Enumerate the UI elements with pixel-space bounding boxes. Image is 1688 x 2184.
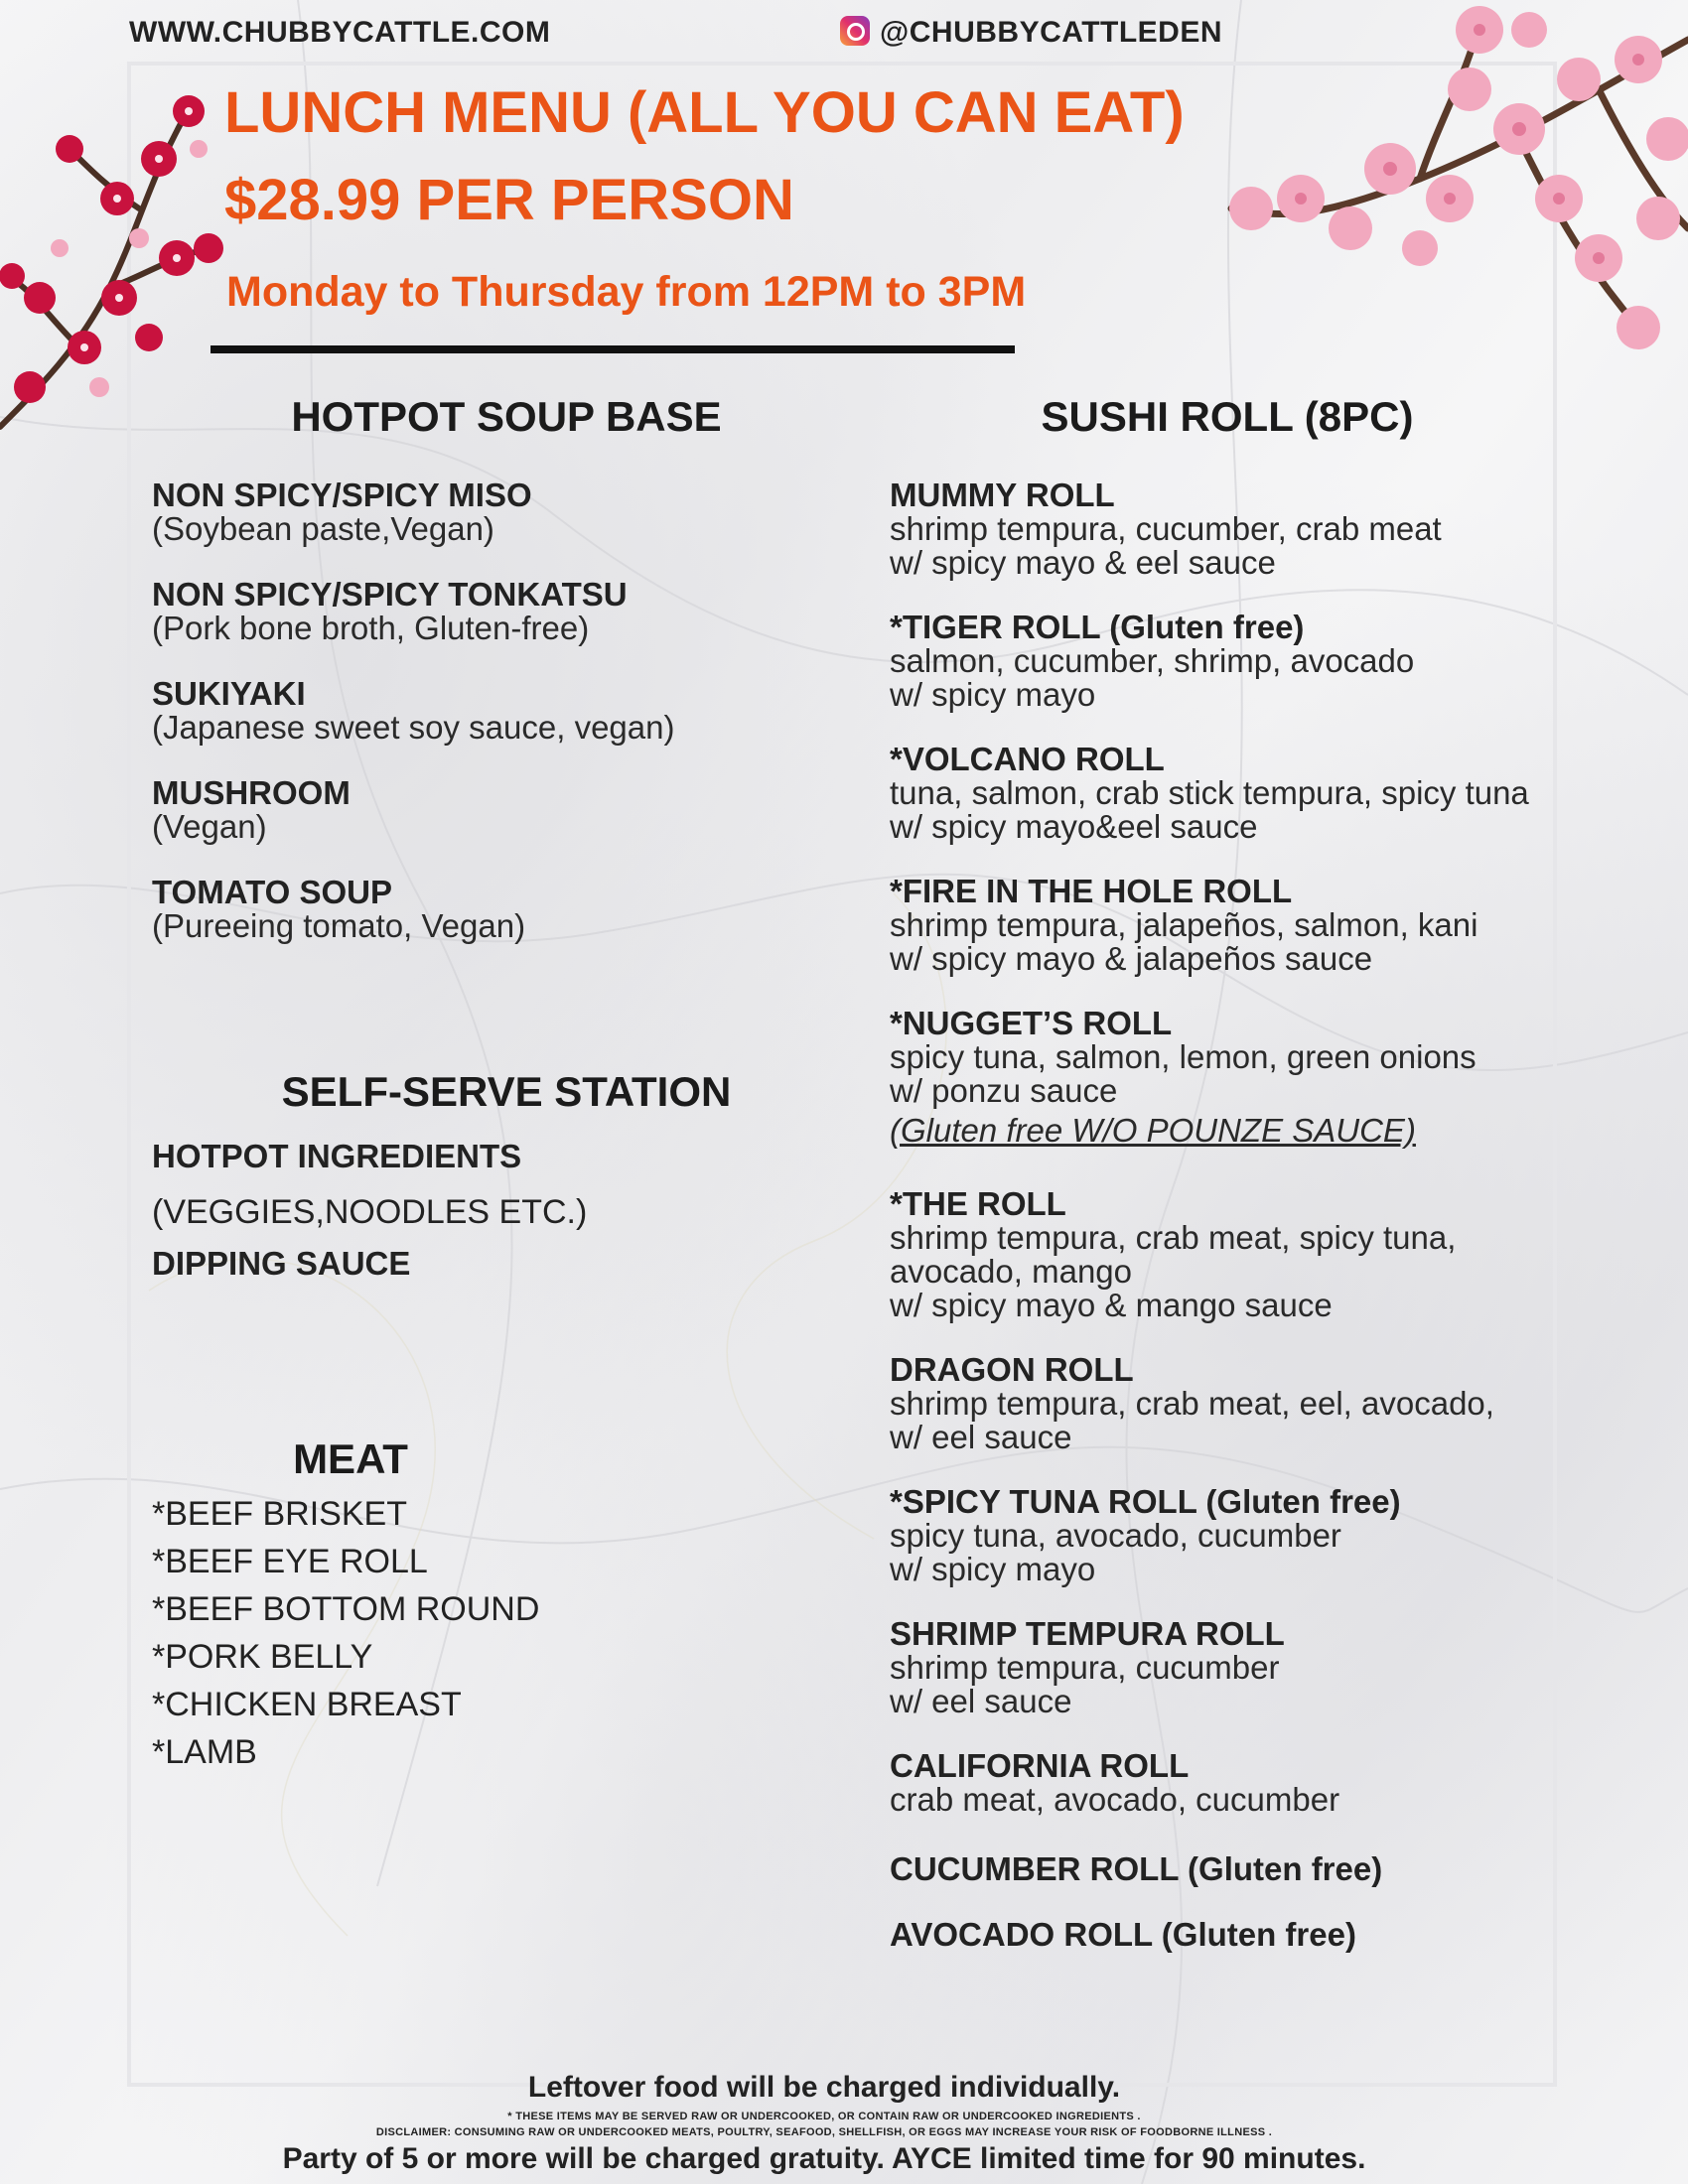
sushi-item (890, 1485, 1401, 1586)
cherry-blossom-left-decoration (0, 89, 228, 447)
list-item: *LAMB (152, 1733, 257, 1771)
list-item: *BEEF BRISKET (152, 1495, 407, 1533)
sushi-item (890, 478, 1442, 580)
menu-hours: Monday to Thursday from 12PM to 3PM (226, 268, 1027, 316)
instagram-link[interactable] (840, 16, 1222, 50)
self-serve-ingredients: HOTPOT INGREDIENTS (152, 1138, 522, 1174)
instagram-handle: @CHUBBYCATTLEDEN (880, 16, 1223, 49)
menu-title: LUNCH MENU (ALL YOU CAN EAT) (224, 80, 1185, 145)
sushi-item (890, 1617, 1285, 1718)
item-name: *NUGGET’S ROLL (890, 1005, 1173, 1041)
item-name: TOMATO SOUP (152, 874, 393, 910)
list-item: *BEEF EYE ROLL (152, 1543, 428, 1580)
item-name: CALIFORNIA ROLL (890, 1747, 1190, 1784)
sushi-item (890, 1353, 1494, 1454)
item-desc: tuna, salmon, crab stick tempura, spicy tuna (890, 774, 1529, 811)
raw-food-notice: * THESE ITEMS MAY BE SERVED RAW OR UNDERCOOKED, OR CONTAIN RAW OR UNDERCOOKED INGREDIENTS . (507, 2111, 1141, 2122)
sushi-item (890, 1918, 1356, 1952)
item-name: DRAGON ROLL (890, 1351, 1134, 1388)
self-serve-heading: SELF-SERVE STATION (281, 1068, 732, 1115)
self-serve-ingredients-detail: (VEGGIES,NOODLES ETC.) (152, 1193, 588, 1231)
list-item (152, 478, 674, 546)
item-name: MUSHROOM (152, 774, 351, 811)
item-desc: shrimp tempura, crab meat, eel, avocado, (890, 1385, 1494, 1422)
sushi-item (890, 1007, 1477, 1148)
item-name: CUCUMBER ROLL (Gluten free) (890, 1850, 1383, 1887)
list-item: *PORK BELLY (152, 1638, 373, 1676)
item-desc: shrimp tempura, cucumber, crab meat (890, 510, 1442, 547)
item-desc: w/ ponzu sauce (890, 1072, 1118, 1109)
item-desc: w/ spicy mayo&eel sauce (890, 808, 1258, 845)
item-name: NON SPICY/SPICY TONKATSU (152, 576, 628, 613)
item-name: *SPICY TUNA ROLL (Gluten free) (890, 1483, 1401, 1520)
item-desc: w/ spicy mayo & eel sauce (890, 544, 1276, 581)
item-desc: shrimp tempura, crab meat, spicy tuna, (890, 1219, 1457, 1256)
hotpot-soup-list (152, 478, 674, 943)
item-name: MUMMY ROLL (890, 477, 1115, 513)
item-name: *VOLCANO ROLL (890, 741, 1165, 777)
list-item (152, 578, 674, 645)
item-name: NON SPICY/SPICY MISO (152, 477, 532, 513)
item-desc: crab meat, avocado, cucumber (890, 1781, 1340, 1818)
hotpot-heading: HOTPOT SOUP BASE (291, 393, 722, 440)
item-name: SHRIMP TEMPURA ROLL (890, 1615, 1285, 1652)
item-desc: (Japanese sweet soy sauce, vegan) (152, 709, 675, 746)
sushi-item (890, 1749, 1339, 1817)
item-desc: (Vegan) (152, 808, 267, 845)
item-name: SUKIYAKI (152, 675, 306, 712)
item-desc: (Soybean paste,Vegan) (152, 510, 494, 547)
sushi-item (890, 743, 1529, 844)
self-serve-dipping-sauce: DIPPING SAUCE (152, 1245, 411, 1282)
item-desc: w/ spicy mayo & jalapeños sauce (890, 940, 1373, 977)
item-desc: shrimp tempura, jalapeños, salmon, kani (890, 906, 1478, 943)
item-desc: w/ spicy mayo (890, 676, 1096, 713)
list-item: *CHICKEN BREAST (152, 1686, 462, 1723)
title-divider (211, 345, 1015, 353)
item-desc: spicy tuna, salmon, lemon, green onions (890, 1038, 1477, 1075)
sushi-item (890, 1187, 1456, 1322)
item-desc: shrimp tempura, cucumber (890, 1649, 1280, 1686)
list-item (152, 776, 674, 844)
item-name: *TIGER ROLL (Gluten free) (890, 609, 1305, 645)
item-name: *THE ROLL (890, 1185, 1066, 1222)
item-desc: spicy tuna, avocado, cucumber (890, 1517, 1341, 1554)
gratuity-notice: Party of 5 or more will be charged gratuity. AYCE limited time for 90 minutes. (282, 2142, 1366, 2175)
list-item (152, 677, 674, 745)
item-desc: w/ spicy mayo & mango sauce (890, 1287, 1333, 1323)
list-item: *BEEF BOTTOM ROUND (152, 1590, 540, 1628)
item-desc: w/ eel sauce (890, 1683, 1072, 1719)
item-desc: avocado, mango (890, 1253, 1133, 1290)
sushi-item (890, 1852, 1382, 1886)
item-desc: (Pork bone broth, Gluten-free) (152, 610, 590, 646)
item-desc: salmon, cucumber, shrimp, avocado (890, 642, 1415, 679)
website-url[interactable]: WWW.CHUBBYCATTLE.COM (129, 16, 551, 49)
instagram-icon (840, 16, 870, 46)
item-desc: w/ eel sauce (890, 1419, 1072, 1455)
sushi-item (890, 611, 1414, 712)
gluten-free-note: (Gluten free W/O POUNZE SAUCE) (890, 1112, 1416, 1149)
sushi-heading: SUSHI ROLL (8PC) (1041, 393, 1414, 440)
item-name: AVOCADO ROLL (Gluten free) (890, 1916, 1356, 1953)
menu-price: $28.99 PER PERSON (224, 168, 794, 232)
meat-heading: MEAT (293, 1435, 408, 1482)
item-name: *FIRE IN THE HOLE ROLL (890, 873, 1293, 909)
meat-list (152, 1495, 539, 1781)
cherry-blossom-right-decoration (1221, 0, 1688, 387)
item-desc: w/ spicy mayo (890, 1551, 1096, 1587)
list-item (152, 876, 674, 943)
leftover-notice: Leftover food will be charged individually. (527, 2071, 1121, 2104)
foodborne-disclaimer: DISCLAIMER: CONSUMING RAW OR UNDERCOOKED MEATS, POULTRY, SEAFOOD, SHELLFISH, OR EGGS MAY INCREASE YOUR RISK OF FOODBORNE ILLNESS . (375, 2126, 1273, 2138)
item-desc: (Pureeing tomato, Vegan) (152, 907, 526, 944)
sushi-item (890, 875, 1477, 976)
